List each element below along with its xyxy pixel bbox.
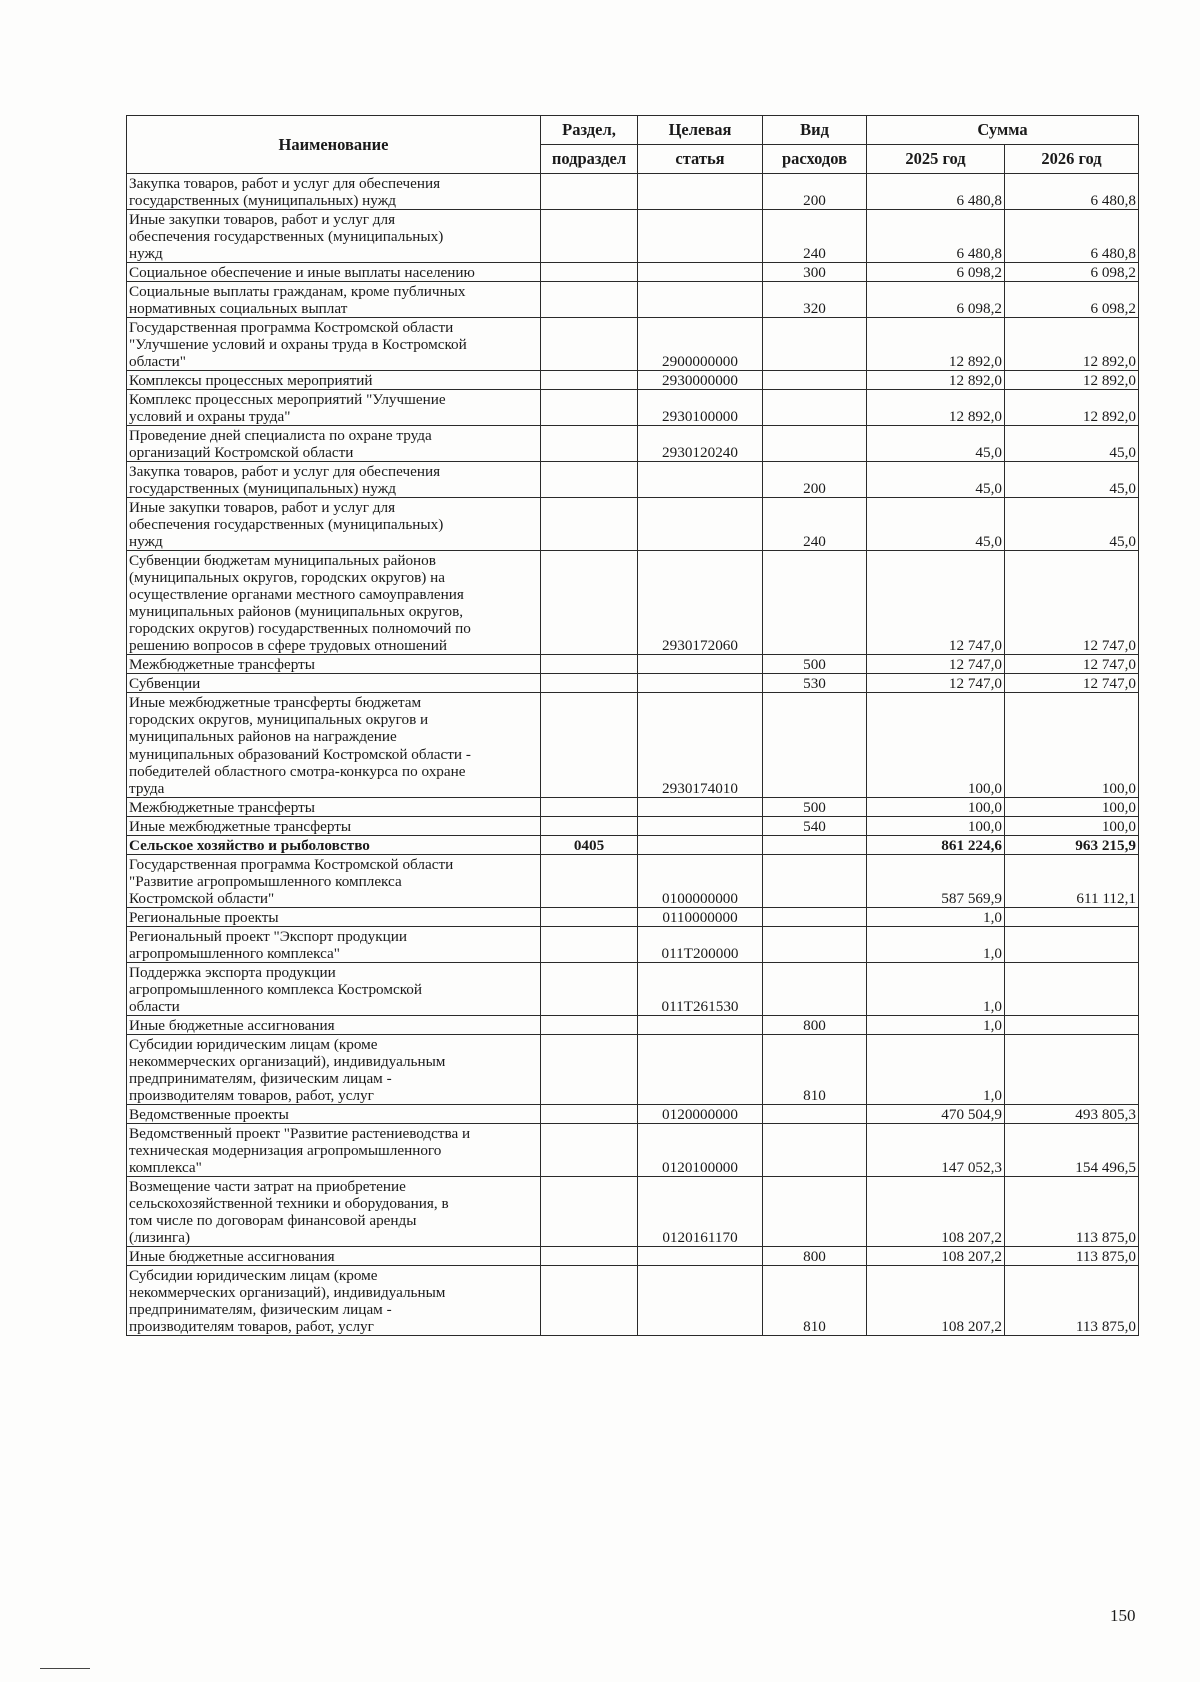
row-sum-2025: 108 207,2 [867, 1265, 1005, 1335]
row-section [541, 498, 638, 551]
row-sum-2025: 12 747,0 [867, 674, 1005, 693]
row-section [541, 1034, 638, 1104]
row-name: Ведомственный проект "Развитие растениеводства и техническая модернизация агропромышленного комплекса" [127, 1123, 541, 1176]
row-target-article: 2930120240 [638, 426, 763, 462]
table-row [127, 835, 1139, 854]
row-section [541, 1015, 638, 1034]
row-section [541, 1104, 638, 1123]
row-sum-2026: 45,0 [1005, 498, 1139, 551]
row-name: Иные межбюджетные трансферты бюджетам городских округов, муниципальных округов и муниципальных районов на награждение муниципальных образований Костромской области - победителей областного смотра-конкурса по охране труда [127, 693, 541, 797]
row-sum-2025: 45,0 [867, 426, 1005, 462]
row-expense-type [763, 835, 867, 854]
row-target-article [638, 1015, 763, 1034]
budget-table [126, 115, 1139, 1336]
row-sum-2026: 100,0 [1005, 797, 1139, 816]
row-expense-type [763, 371, 867, 390]
row-expense-type [763, 551, 867, 655]
row-section [541, 282, 638, 318]
row-sum-2025: 6 098,2 [867, 263, 1005, 282]
row-expense-type [763, 926, 867, 962]
row-name: Иные бюджетные ассигнования [127, 1246, 541, 1265]
table-row [127, 797, 1139, 816]
table-row [127, 282, 1139, 318]
header-target-line2: статья [638, 145, 763, 174]
table-row [127, 816, 1139, 835]
table-row [127, 854, 1139, 907]
row-target-article [638, 816, 763, 835]
row-target-article: 2900000000 [638, 318, 763, 371]
row-target-article [638, 674, 763, 693]
row-target-article: 0110000000 [638, 907, 763, 926]
table-row [127, 1176, 1139, 1246]
row-sum-2025: 6 480,8 [867, 210, 1005, 263]
row-expense-type: 810 [763, 1034, 867, 1104]
row-section [541, 462, 638, 498]
row-sum-2026 [1005, 907, 1139, 926]
row-target-article: 011Т200000 [638, 926, 763, 962]
row-expense-type [763, 907, 867, 926]
row-name: Возмещение части затрат на приобретение сельскохозяйственной техники и оборудования, в том числе по договорам финансовой аренды (лизинга) [127, 1176, 541, 1246]
table-row [127, 1034, 1139, 1104]
row-expense-type: 200 [763, 174, 867, 210]
row-expense-type: 810 [763, 1265, 867, 1335]
table-row [127, 655, 1139, 674]
row-name: Региональный проект "Экспорт продукции агропромышленного комплекса" [127, 926, 541, 962]
row-name: Субсидии юридическим лицам (кроме некоммерческих организаций), индивидуальным предпринимателям, физическим лицам - производителям товаров, работ, услуг [127, 1034, 541, 1104]
row-sum-2026: 113 875,0 [1005, 1265, 1139, 1335]
row-section [541, 854, 638, 907]
table-row [127, 1265, 1139, 1335]
row-sum-2026: 6 098,2 [1005, 263, 1139, 282]
row-sum-2026 [1005, 926, 1139, 962]
header-year-2026: 2026 год [1005, 145, 1139, 174]
row-target-article: 2930100000 [638, 390, 763, 426]
row-section [541, 318, 638, 371]
row-sum-2026 [1005, 1034, 1139, 1104]
row-sum-2026: 611 112,1 [1005, 854, 1139, 907]
row-sum-2026: 12 747,0 [1005, 655, 1139, 674]
row-expense-type [763, 854, 867, 907]
row-expense-type: 300 [763, 263, 867, 282]
row-section [541, 390, 638, 426]
row-sum-2025: 1,0 [867, 1015, 1005, 1034]
row-sum-2026: 12 892,0 [1005, 390, 1139, 426]
row-name: Закупка товаров, работ и услуг для обеспечения государственных (муниципальных) нужд [127, 462, 541, 498]
table-row [127, 498, 1139, 551]
row-expense-type [763, 426, 867, 462]
header-year-2025: 2025 год [867, 145, 1005, 174]
row-section [541, 655, 638, 674]
row-sum-2025: 861 224,6 [867, 835, 1005, 854]
row-target-article [638, 835, 763, 854]
row-target-article: 0100000000 [638, 854, 763, 907]
row-sum-2026: 6 098,2 [1005, 282, 1139, 318]
row-sum-2026: 6 480,8 [1005, 210, 1139, 263]
row-sum-2026: 113 875,0 [1005, 1246, 1139, 1265]
row-name: Субвенции [127, 674, 541, 693]
row-target-article [638, 1246, 763, 1265]
table-row [127, 371, 1139, 390]
row-name: Ведомственные проекты [127, 1104, 541, 1123]
table-row [127, 962, 1139, 1015]
row-sum-2026: 45,0 [1005, 426, 1139, 462]
table-row [127, 1246, 1139, 1265]
row-target-article [638, 462, 763, 498]
row-section [541, 1123, 638, 1176]
row-sum-2025: 108 207,2 [867, 1246, 1005, 1265]
row-sum-2026: 45,0 [1005, 462, 1139, 498]
row-section [541, 1176, 638, 1246]
row-section [541, 674, 638, 693]
table-row [127, 426, 1139, 462]
table-row [127, 174, 1139, 210]
row-name: Поддержка экспорта продукции агропромышленного комплекса Костромской области [127, 962, 541, 1015]
row-section [541, 797, 638, 816]
row-name: Межбюджетные трансферты [127, 655, 541, 674]
table-body [127, 174, 1139, 1336]
row-sum-2026 [1005, 1015, 1139, 1034]
row-sum-2026: 154 496,5 [1005, 1123, 1139, 1176]
row-sum-2025: 100,0 [867, 797, 1005, 816]
row-target-article: 2930174010 [638, 693, 763, 797]
row-section: 0405 [541, 835, 638, 854]
row-target-article [638, 655, 763, 674]
row-expense-type: 200 [763, 462, 867, 498]
page-number: 150 [1110, 1606, 1136, 1625]
row-name: Субвенции бюджетам муниципальных районов (муниципальных округов, городских округов) на осуществление органами местного самоуправления муниципальных районов (муниципальных округов, городских округов) государственных полномочий по решению вопросов в сфере трудовых отношений [127, 551, 541, 655]
row-sum-2025: 12 892,0 [867, 318, 1005, 371]
row-sum-2025: 470 504,9 [867, 1104, 1005, 1123]
row-target-article [638, 263, 763, 282]
table-row [127, 551, 1139, 655]
row-name: Иные бюджетные ассигнования [127, 1015, 541, 1034]
row-name: Государственная программа Костромской области "Развитие агропромышленного комплекса Костромской области" [127, 854, 541, 907]
row-sum-2026: 6 480,8 [1005, 174, 1139, 210]
row-section [541, 816, 638, 835]
row-sum-2026: 493 805,3 [1005, 1104, 1139, 1123]
row-sum-2025: 6 480,8 [867, 174, 1005, 210]
row-sum-2025: 12 892,0 [867, 371, 1005, 390]
row-target-article [638, 210, 763, 263]
row-expense-type: 240 [763, 210, 867, 263]
table-row [127, 907, 1139, 926]
header-section-line1: Раздел, [541, 116, 638, 145]
table-row [127, 210, 1139, 263]
table-row [127, 926, 1139, 962]
table-row [127, 263, 1139, 282]
row-expense-type [763, 693, 867, 797]
row-sum-2026: 12 892,0 [1005, 318, 1139, 371]
row-sum-2025: 45,0 [867, 462, 1005, 498]
row-name: Социальные выплаты гражданам, кроме публичных нормативных социальных выплат [127, 282, 541, 318]
row-target-article: 0120161170 [638, 1176, 763, 1246]
row-name: Региональные проекты [127, 907, 541, 926]
header-section-line2: подраздел [541, 145, 638, 174]
row-sum-2026: 12 747,0 [1005, 674, 1139, 693]
row-section [541, 926, 638, 962]
row-expense-type [763, 318, 867, 371]
row-sum-2025: 1,0 [867, 907, 1005, 926]
row-name: Проведение дней специалиста по охране труда организаций Костромской области [127, 426, 541, 462]
row-sum-2025: 100,0 [867, 693, 1005, 797]
row-sum-2026: 100,0 [1005, 816, 1139, 835]
row-sum-2025: 1,0 [867, 1034, 1005, 1104]
row-target-article: 2930172060 [638, 551, 763, 655]
row-section [541, 693, 638, 797]
table-row [127, 1104, 1139, 1123]
header-target-line1: Целевая [638, 116, 763, 145]
row-name: Комплексы процессных мероприятий [127, 371, 541, 390]
row-name: Иные закупки товаров, работ и услуг для обеспечения государственных (муниципальных) нужд [127, 210, 541, 263]
row-expense-type: 540 [763, 816, 867, 835]
row-name: Сельское хозяйство и рыболовство [127, 835, 541, 854]
row-sum-2026 [1005, 962, 1139, 1015]
row-target-article [638, 174, 763, 210]
row-target-article: 0120100000 [638, 1123, 763, 1176]
row-sum-2026: 12 892,0 [1005, 371, 1139, 390]
row-target-article: 2930000000 [638, 371, 763, 390]
row-expense-type [763, 962, 867, 1015]
row-section [541, 371, 638, 390]
row-name: Субсидии юридическим лицам (кроме некоммерческих организаций), индивидуальным предпринимателям, физическим лицам - производителям товаров, работ, услуг [127, 1265, 541, 1335]
row-sum-2025: 12 747,0 [867, 655, 1005, 674]
table-row [127, 693, 1139, 797]
row-expense-type: 500 [763, 797, 867, 816]
corner-mark [40, 1668, 90, 1669]
row-sum-2025: 1,0 [867, 962, 1005, 1015]
row-target-article [638, 1265, 763, 1335]
row-target-article [638, 282, 763, 318]
row-sum-2025: 587 569,9 [867, 854, 1005, 907]
table-row [127, 390, 1139, 426]
row-sum-2026: 963 215,9 [1005, 835, 1139, 854]
row-section [541, 1246, 638, 1265]
row-expense-type: 240 [763, 498, 867, 551]
table-row [127, 1015, 1139, 1034]
row-name: Государственная программа Костромской области "Улучшение условий и охраны труда в Костромской области" [127, 318, 541, 371]
row-expense-type: 500 [763, 655, 867, 674]
row-sum-2025: 100,0 [867, 816, 1005, 835]
row-section [541, 907, 638, 926]
row-sum-2025: 6 098,2 [867, 282, 1005, 318]
row-section [541, 551, 638, 655]
header-sum: Сумма [867, 116, 1139, 145]
row-name: Иные межбюджетные трансферты [127, 816, 541, 835]
row-expense-type [763, 1123, 867, 1176]
row-sum-2025: 147 052,3 [867, 1123, 1005, 1176]
table-row [127, 674, 1139, 693]
row-sum-2025: 1,0 [867, 926, 1005, 962]
row-target-article [638, 1034, 763, 1104]
row-name: Закупка товаров, работ и услуг для обеспечения государственных (муниципальных) нужд [127, 174, 541, 210]
table-row [127, 1123, 1139, 1176]
row-section [541, 210, 638, 263]
row-target-article [638, 498, 763, 551]
header-type-line1: Вид [763, 116, 867, 145]
header-type-line2: расходов [763, 145, 867, 174]
row-target-article: 011Т261530 [638, 962, 763, 1015]
row-name: Межбюджетные трансферты [127, 797, 541, 816]
row-sum-2026: 12 747,0 [1005, 551, 1139, 655]
row-expense-type: 320 [763, 282, 867, 318]
row-expense-type: 800 [763, 1246, 867, 1265]
row-target-article [638, 797, 763, 816]
row-sum-2025: 108 207,2 [867, 1176, 1005, 1246]
row-expense-type: 800 [763, 1015, 867, 1034]
row-sum-2026: 113 875,0 [1005, 1176, 1139, 1246]
row-expense-type [763, 1104, 867, 1123]
row-target-article: 0120000000 [638, 1104, 763, 1123]
row-section [541, 962, 638, 1015]
row-section [541, 1265, 638, 1335]
row-section [541, 174, 638, 210]
row-section [541, 263, 638, 282]
row-sum-2025: 12 892,0 [867, 390, 1005, 426]
row-name: Социальное обеспечение и иные выплаты населению [127, 263, 541, 282]
row-name: Иные закупки товаров, работ и услуг для обеспечения государственных (муниципальных) нужд [127, 498, 541, 551]
row-expense-type [763, 1176, 867, 1246]
row-name: Комплекс процессных мероприятий "Улучшение условий и охраны труда" [127, 390, 541, 426]
row-expense-type: 530 [763, 674, 867, 693]
row-expense-type [763, 390, 867, 426]
row-sum-2025: 45,0 [867, 498, 1005, 551]
table-row [127, 462, 1139, 498]
row-sum-2025: 12 747,0 [867, 551, 1005, 655]
table-row [127, 318, 1139, 371]
row-section [541, 426, 638, 462]
row-sum-2026: 100,0 [1005, 693, 1139, 797]
header-name: Наименование [127, 116, 541, 174]
